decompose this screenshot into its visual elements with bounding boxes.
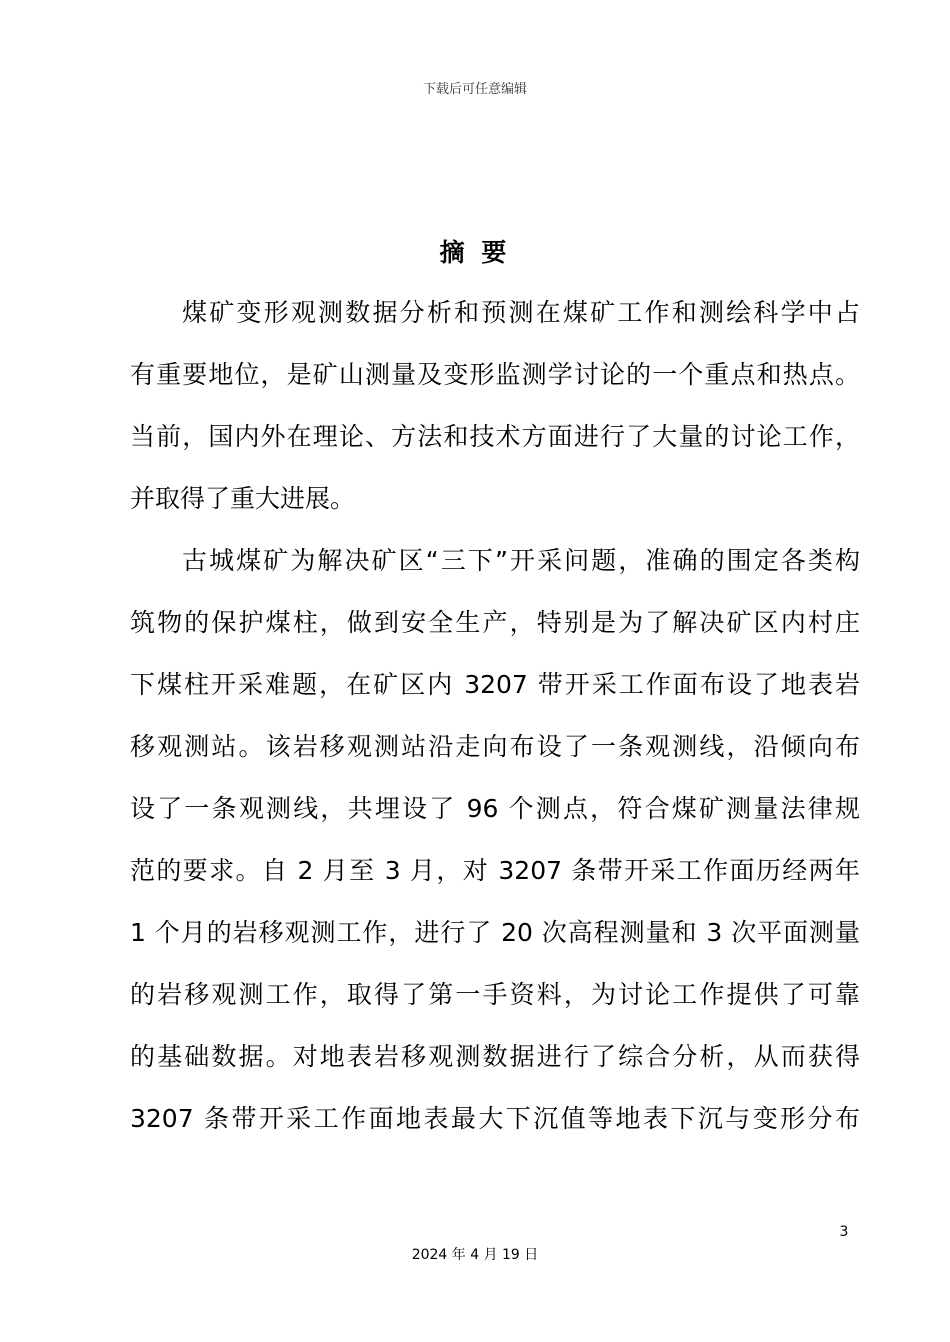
- paragraph-2-line-1: 古城煤矿为解决矿区“三下”开采问题，准确的围定各类构: [182, 546, 860, 575]
- paragraph-1-line-2: 有重要地位，是矿山测量及变形监测学讨论的一个重点和热点。: [130, 360, 860, 389]
- paragraph-1-line-4: 并取得了重大进展。: [130, 484, 356, 513]
- paragraph-2-line-9: 的基础数据。对地表岩移观测数据进行了综合分析，从而获得: [130, 1042, 860, 1071]
- paragraph-2-line-8: 的岩移观测工作，取得了第一手资料，为讨论工作提供了可靠: [130, 980, 860, 1009]
- paragraph-2-line-6: 范的要求。自 2 月至 3 月，对 3207 条带开采工作面历经两年: [130, 856, 860, 885]
- paragraph-2-line-3: 下煤柱开采难题，在矿区内 3207 带开采工作面布设了地表岩: [130, 670, 860, 699]
- header-note: 下载后可任意编辑: [422, 82, 527, 97]
- abstract-body: [130, 282, 860, 1150]
- paragraph-1-line-3: 当前，国内外在理论、方法和技术方面进行了大量的讨论工作，: [130, 422, 860, 451]
- paragraph-2-line-10: 3207 条带开采工作面地表最大下沉值等地表下沉与变形分布: [130, 1104, 860, 1133]
- paragraph-2-line-2: 筑物的保护煤柱，做到安全生产，特别是为了解决矿区内村庄: [130, 608, 860, 637]
- paragraph-2-line-5: 设了一条观测线，共埋设了 96 个测点，符合煤矿测量法律规: [130, 794, 860, 823]
- page-title: 摘 要: [439, 238, 511, 267]
- paragraph-2-line-7: 1 个月的岩移观测工作，进行了 20 次高程测量和 3 次平面测量: [130, 918, 860, 947]
- paragraph-2-line-4: 移观测站。该岩移观测站沿走向布设了一条观测线，沿倾向布: [130, 732, 860, 761]
- paragraph-1-line-1: 煤矿变形观测数据分析和预测在煤矿工作和测绘科学中占: [182, 298, 860, 327]
- footer-date: 2024 年 4 月 19 日: [411, 1247, 539, 1263]
- page-number: 3: [839, 1224, 849, 1240]
